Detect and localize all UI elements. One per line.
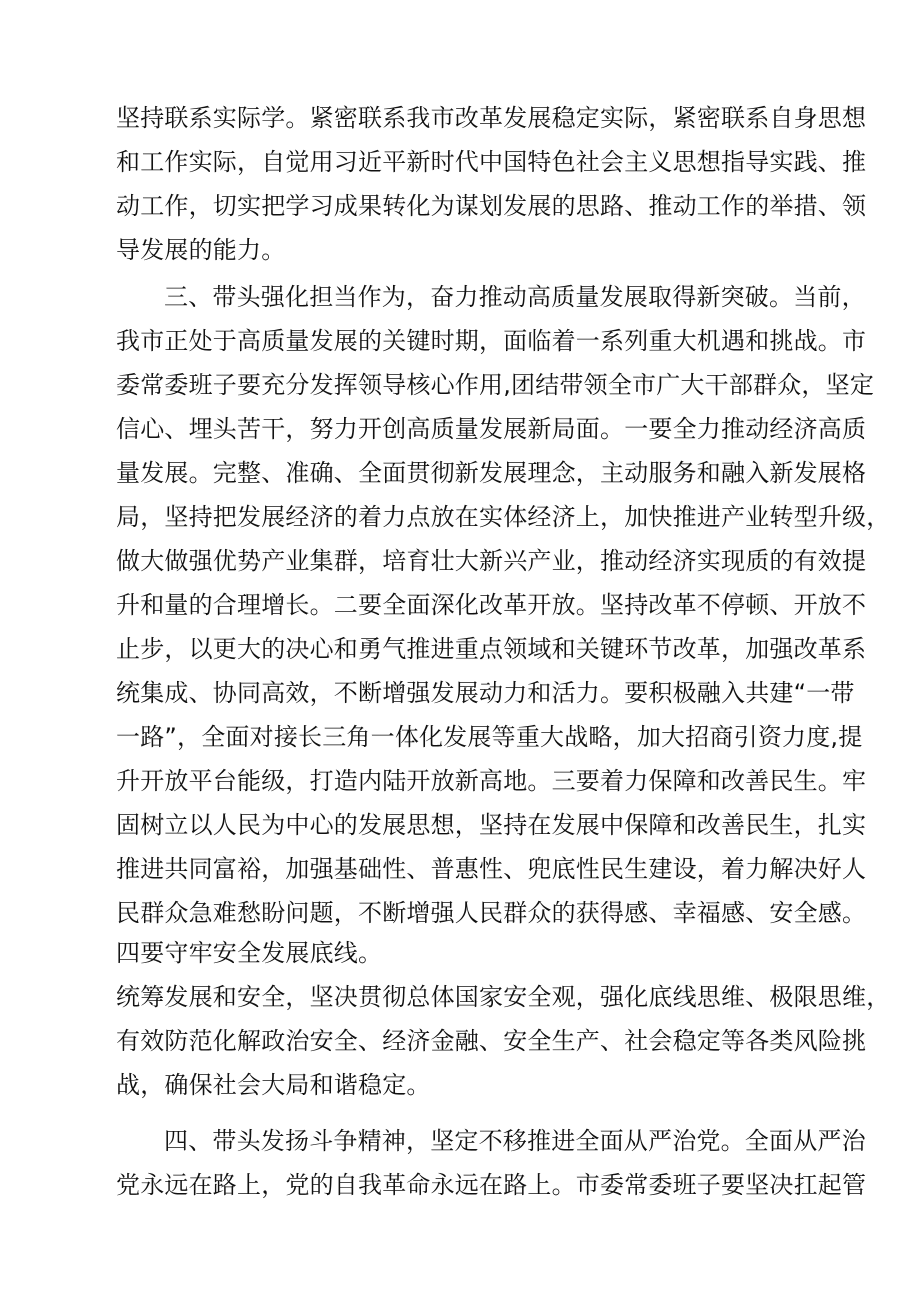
text-line: 民群众急难愁盼问题，不断增强人民群众的获得感、幸福感、安全感。 (116, 899, 867, 927)
text-line: 战，确保社会大局和谐稳定。 (116, 1071, 431, 1099)
text-line: 一路”，全面对接长三角一体化发展等重大战略，加大招商引资力度,提 (116, 723, 863, 751)
text-line: 坚持联系实际学。紧密联系我市改革发展稳定实际，紧密联系自身思想 (116, 104, 867, 132)
text-line: 推进共同富裕，加强基础性、普惠性、兜底性民生建设，着力解决好人 (116, 855, 867, 883)
text-line: 信心、埋头苦干，努力开创高质量发展新局面。一要全力推动经济高质 (116, 415, 867, 443)
text-line: 导发展的能力。 (116, 236, 286, 264)
text-line: 量发展。完整、准确、全面贯彻新发展理念，主动服务和融入新发展格 (116, 459, 867, 487)
section-heading-3: 三、带头强化担当作为，奋力推动高质量发展取得新突破。当前， (164, 283, 866, 311)
text-line: 统集成、协同高效，不断增强发展动力和活力。要积极融入共建“一带 (116, 679, 855, 707)
text-line: 有效防范化解政治安全、经济金融、安全生产、社会稳定等各类风险挑 (116, 1027, 867, 1055)
text-line: 四要守牢安全发展底线。 (116, 939, 383, 967)
text-line: 升和量的合理增长。二要全面深化改革开放。坚持改革不停顿、开放不 (116, 591, 867, 619)
text-line: 委常委班子要充分发挥领导核心作用,团结带领全市广大干部群众，坚定 (116, 371, 875, 399)
text-line: 党永远在路上，党的自我革命永远在路上。市委常委班子要坚决扛起管 (116, 1171, 867, 1199)
text-line: 动工作，切实把学习成果转化为谋划发展的思路、推动工作的举措、领 (116, 192, 867, 220)
text-line: 做大做强优势产业集群，培育壮大新兴产业，推动经济实现质的有效提 (116, 547, 867, 575)
text-line: 我市正处于高质量发展的关键时期，面临着一系列重大机遇和挑战。市 (116, 327, 867, 355)
text-line: 局，坚持把发展经济的着力点放在实体经济上，加快推进产业转型升级， (116, 503, 891, 531)
text-line: 固树立以人民为中心的发展思想，坚持在发展中保障和改善民生，扎实 (116, 811, 867, 839)
text-line: 止步，以更大的决心和勇气推进重点领域和关键环节改革，加强改革系 (116, 635, 867, 663)
text-line: 升开放平台能级，打造内陆开放新高地。三要着力保障和改善民生。牢 (116, 767, 867, 795)
section-heading-4: 四、带头发扬斗争精神，坚定不移推进全面从严治党。全面从严治 (164, 1127, 866, 1155)
text-line: 和工作实际，自觉用习近平新时代中国特色社会主义思想指导实践、推 (116, 148, 867, 176)
text-line: 统筹发展和安全，坚决贯彻总体国家安全观，强化底线思维、极限思维， (116, 983, 891, 1011)
